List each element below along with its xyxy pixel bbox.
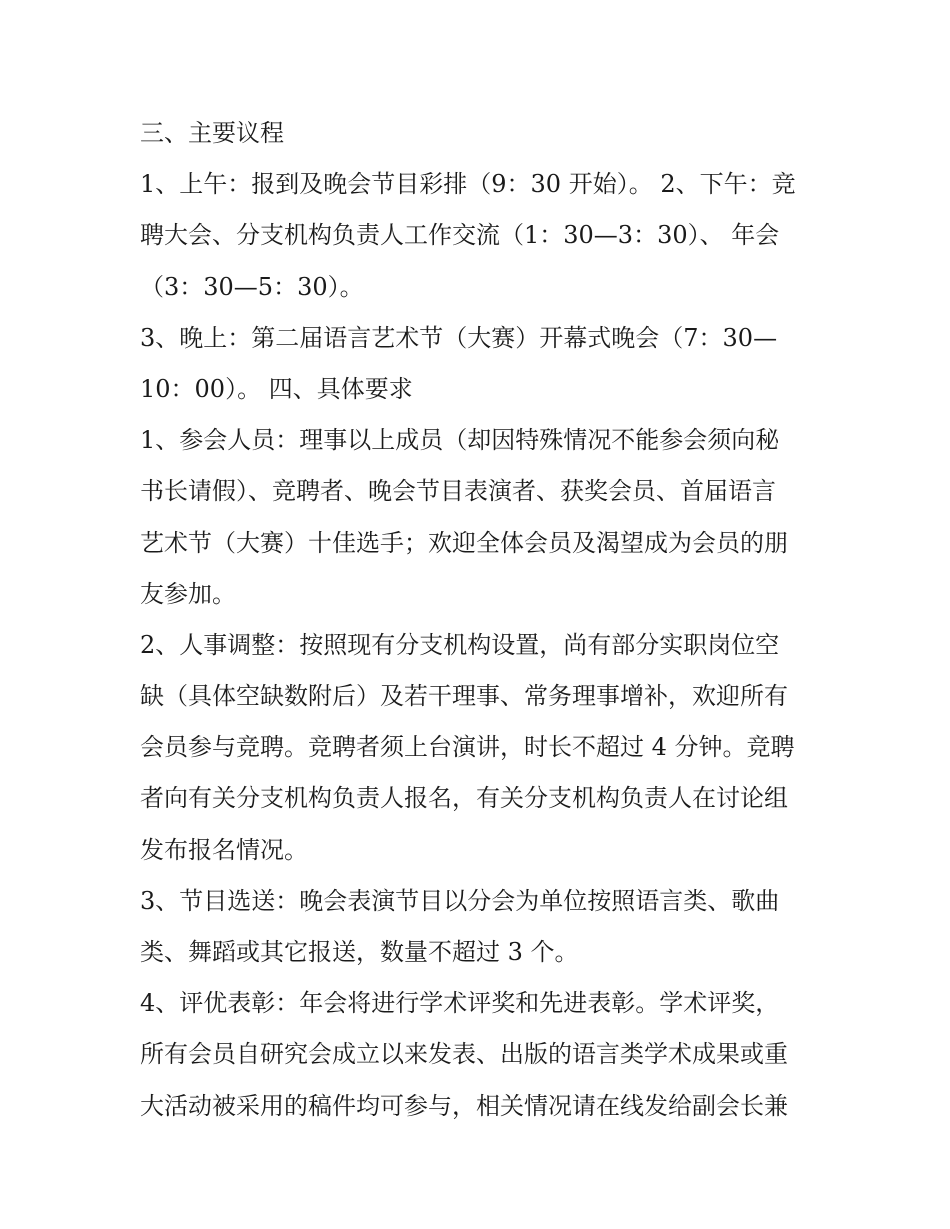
- text-line: 书长请假）、竞聘者、晚会节目表演者、获奖会员、首届语言: [140, 477, 776, 506]
- text-line: 4、评优表彰：年会将进行学术评奖和先进表彰。学术评奖，: [140, 989, 780, 1018]
- text-line: 1、上午：报到及晚会节目彩排（9：30 开始）。 2、下午：竞: [140, 170, 796, 199]
- text-line: 缺（具体空缺数附后）及若干理事、常务理事增补，欢迎所有: [140, 682, 788, 711]
- text-line: （3：30—5：30）。: [140, 272, 364, 301]
- text-line: 3、晚上：第二届语言艺术节（大赛）开幕式晚会（7：30—: [140, 323, 778, 352]
- text-line: 类、舞蹈或其它报送，数量不超过 3 个。: [140, 938, 579, 966]
- text-line: 三、主要议程: [140, 119, 284, 147]
- text-line: 2、人事调整：按照现有分支机构设置，尚有部分实职岗位空: [140, 630, 780, 659]
- text-line: 者向有关分支机构负责人报名，有关分支机构负责人在讨论组: [140, 784, 788, 813]
- text-line: 发布报名情况。: [140, 835, 308, 864]
- text-line: 艺术节（大赛）十佳选手；欢迎全体会员及渴望成为会员的朋: [140, 528, 788, 557]
- text-line: 会员参与竞聘。竞聘者须上台演讲，时长不超过 4 分钟。竞聘: [140, 733, 795, 762]
- text-line: 所有会员自研究会成立以来发表、出版的语言类学术成果或重: [140, 1040, 788, 1069]
- text-line: 10：00）。 四、具体要求: [140, 374, 413, 403]
- document-body: [140, 108, 820, 1132]
- text-line: 1、参会人员：理事以上成员（却因特殊情况不能参会须向秘: [140, 426, 780, 455]
- text-line: 聘大会、分支机构负责人工作交流（1：30—3：30）、 年会: [140, 221, 780, 250]
- text-line: 3、节目选送：晚会表演节目以分会为单位按照语言类、歌曲: [140, 886, 780, 915]
- text-line: 大活动被采用的稿件均可参与，相关情况请在线发给副会长兼: [140, 1091, 788, 1120]
- text-line: 友参加。: [140, 579, 236, 608]
